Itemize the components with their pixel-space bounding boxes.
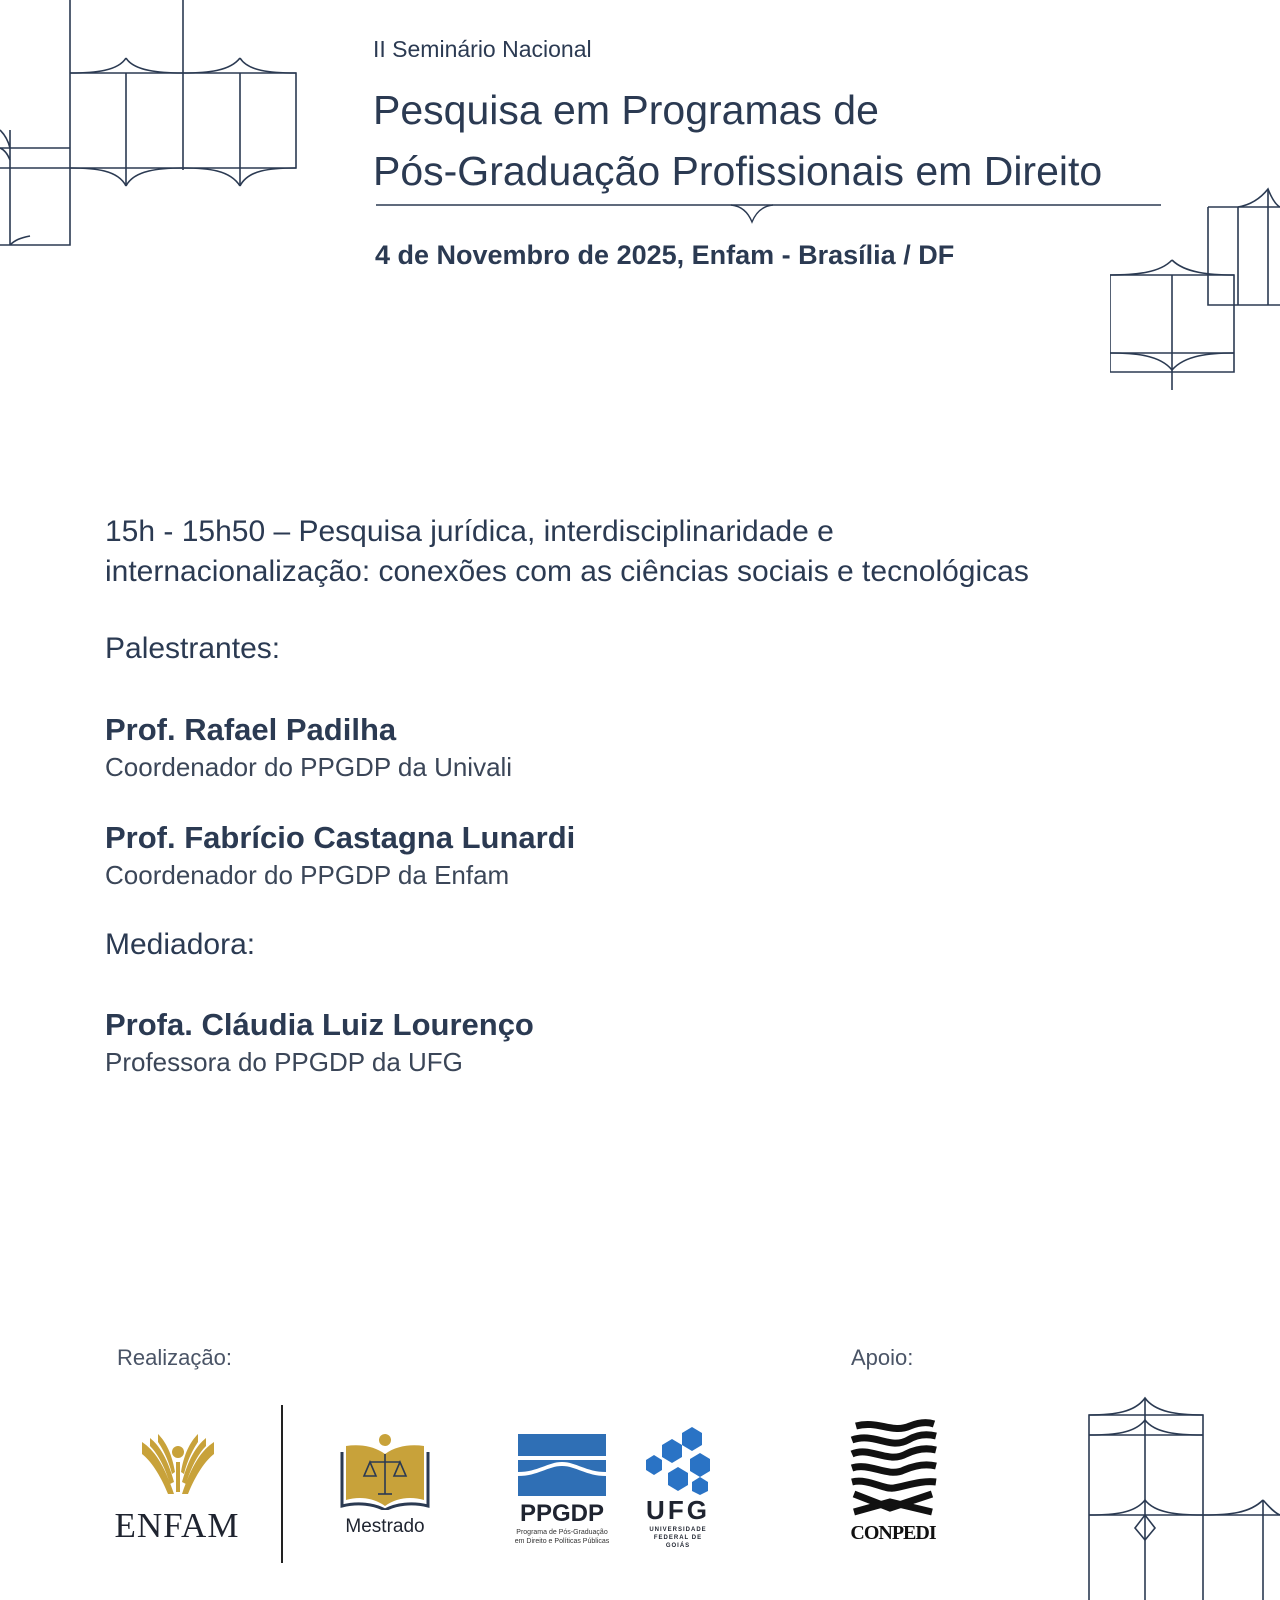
mediator-role: Professora do PPGDP da UFG xyxy=(105,1047,463,1077)
session-title-line-1: 15h - 15h50 – Pesquisa jurídica, interdisciplinaridade e xyxy=(105,515,834,548)
enfam-logo xyxy=(112,1432,242,1547)
ufg-logo-text: UFG xyxy=(646,1495,710,1525)
title-divider xyxy=(376,200,1176,235)
enfam-book-emblem-icon xyxy=(112,1432,242,1502)
event-title xyxy=(373,80,1102,202)
enfam-logo-text: ENFAM xyxy=(114,1506,240,1545)
ppgdp-logo-text: PPGDP xyxy=(519,1500,605,1527)
conpedi-logo-text: CONPEDI xyxy=(850,1522,936,1544)
book-outline-ornament-top-left xyxy=(0,0,300,250)
speaker-role: Coordenador do PPGDP da Univali xyxy=(105,752,513,782)
mediator-label: Mediadora: xyxy=(105,928,256,961)
event-kicker: II Seminário Nacional xyxy=(373,36,592,62)
event-dateline: 4 de Novembro de 2025, Enfam - Brasília / DF xyxy=(375,240,955,270)
ppgdp-logo-subtitle-1: Programa de Pós-Graduação xyxy=(516,1529,608,1536)
ufg-logo-subtitle-2: FEDERAL DE GOIÁS xyxy=(653,1535,703,1549)
mestrado-logo xyxy=(335,1432,435,1542)
mestrado-logo-text: Mestrado xyxy=(345,1516,425,1537)
ufg-logo-subtitle-1: UNIVERSIDADE xyxy=(649,1527,707,1533)
ufg-hexagon-icon xyxy=(642,1425,714,1495)
speakers-label: Palestrantes: xyxy=(105,632,281,665)
ufg-logo xyxy=(642,1425,714,1549)
ppgdp-logo xyxy=(514,1432,610,1547)
session-title xyxy=(105,512,1225,592)
session-title-line-2: internacionalização: conexões com as ciências sociais e tecnológicas xyxy=(105,555,1029,588)
realizacao-label: Realização: xyxy=(117,1345,232,1370)
event-title-line-2: Pós-Graduação Profissionais em Direito xyxy=(373,148,1103,194)
speaker-name: Prof. Rafael Padilha xyxy=(105,712,397,747)
logo-divider xyxy=(281,1405,283,1563)
mestrado-scales-book-icon xyxy=(340,1432,430,1510)
ppgdp-logo-subtitle-2: em Direito e Políticas Públicas xyxy=(514,1538,610,1545)
apoio-label: Apoio: xyxy=(851,1345,914,1370)
conpedi-emblem-icon xyxy=(848,1416,938,1526)
mediator-name: Profa. Cláudia Luiz Lourenço xyxy=(105,1007,534,1042)
conpedi-logo xyxy=(846,1416,940,1548)
ppgdp-emblem-icon xyxy=(516,1432,608,1498)
event-title-line-1: Pesquisa em Programas de xyxy=(373,87,879,133)
speaker-role: Coordenador do PPGDP da Enfam xyxy=(105,860,510,890)
speaker-name: Prof. Fabrício Castagna Lunardi xyxy=(105,820,576,855)
book-outline-ornament-bottom-right xyxy=(1085,1390,1280,1600)
